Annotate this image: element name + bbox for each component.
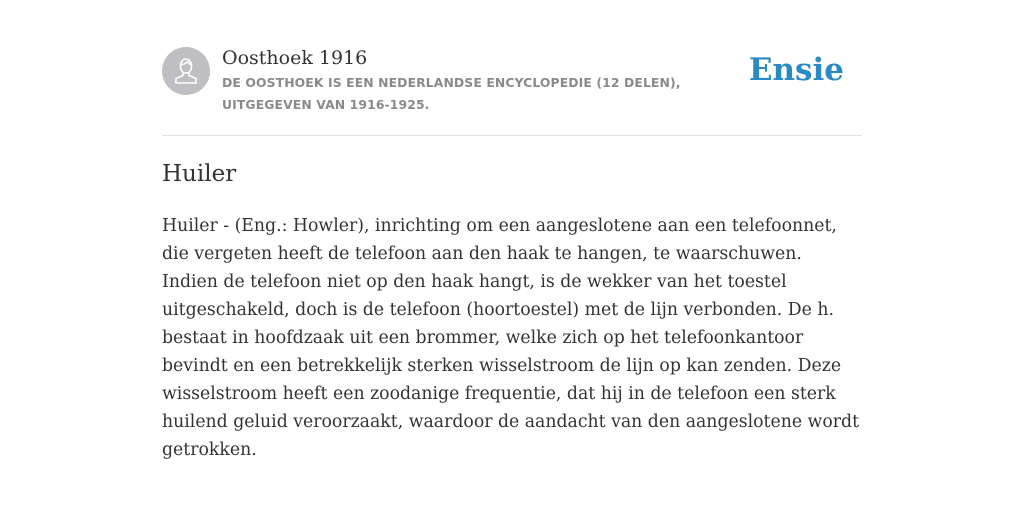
brand-logo[interactable]: Ensie — [748, 52, 844, 88]
source-header — [162, 44, 862, 136]
source-avatar[interactable] — [162, 47, 210, 95]
entry-body: Huiler - (Eng.: Howler), inrichting om een aangeslotene aan een telefoonnet, die vergeten heeft de telefoon aan den haak te hangen, te waarschuwen. Indien de telefoon niet op den haak hangt, is de wekker van het toestel uitgeschakeld, doch is de telefoon (hoortoestel) met de lijn verbonden. De h. bestaat in hoofdzaak uit een brommer, welke zich op het telefoonkantoor bevindt en een betrekkelijk sterken wisselstroom de lijn op kan zenden. Deze wisselstroom heeft een zoodanige frequentie, dat hij in de telefoon een sterk huilend geluid veroorzaakt, waardoor de aandacht van den aangeslotene wordt getrokken. — [162, 216, 860, 460]
user-silhouette-icon — [162, 47, 210, 95]
divider — [162, 135, 862, 136]
entry-title: Huiler — [162, 161, 237, 187]
source-description: DE OOSTHOEK IS EEN NEDERLANDSE ENCYCLOPEDIE (12 DELEN), UITGEGEVEN VAN 1916-1925. — [222, 75, 681, 112]
source-title[interactable]: Oosthoek 1916 — [222, 47, 368, 69]
